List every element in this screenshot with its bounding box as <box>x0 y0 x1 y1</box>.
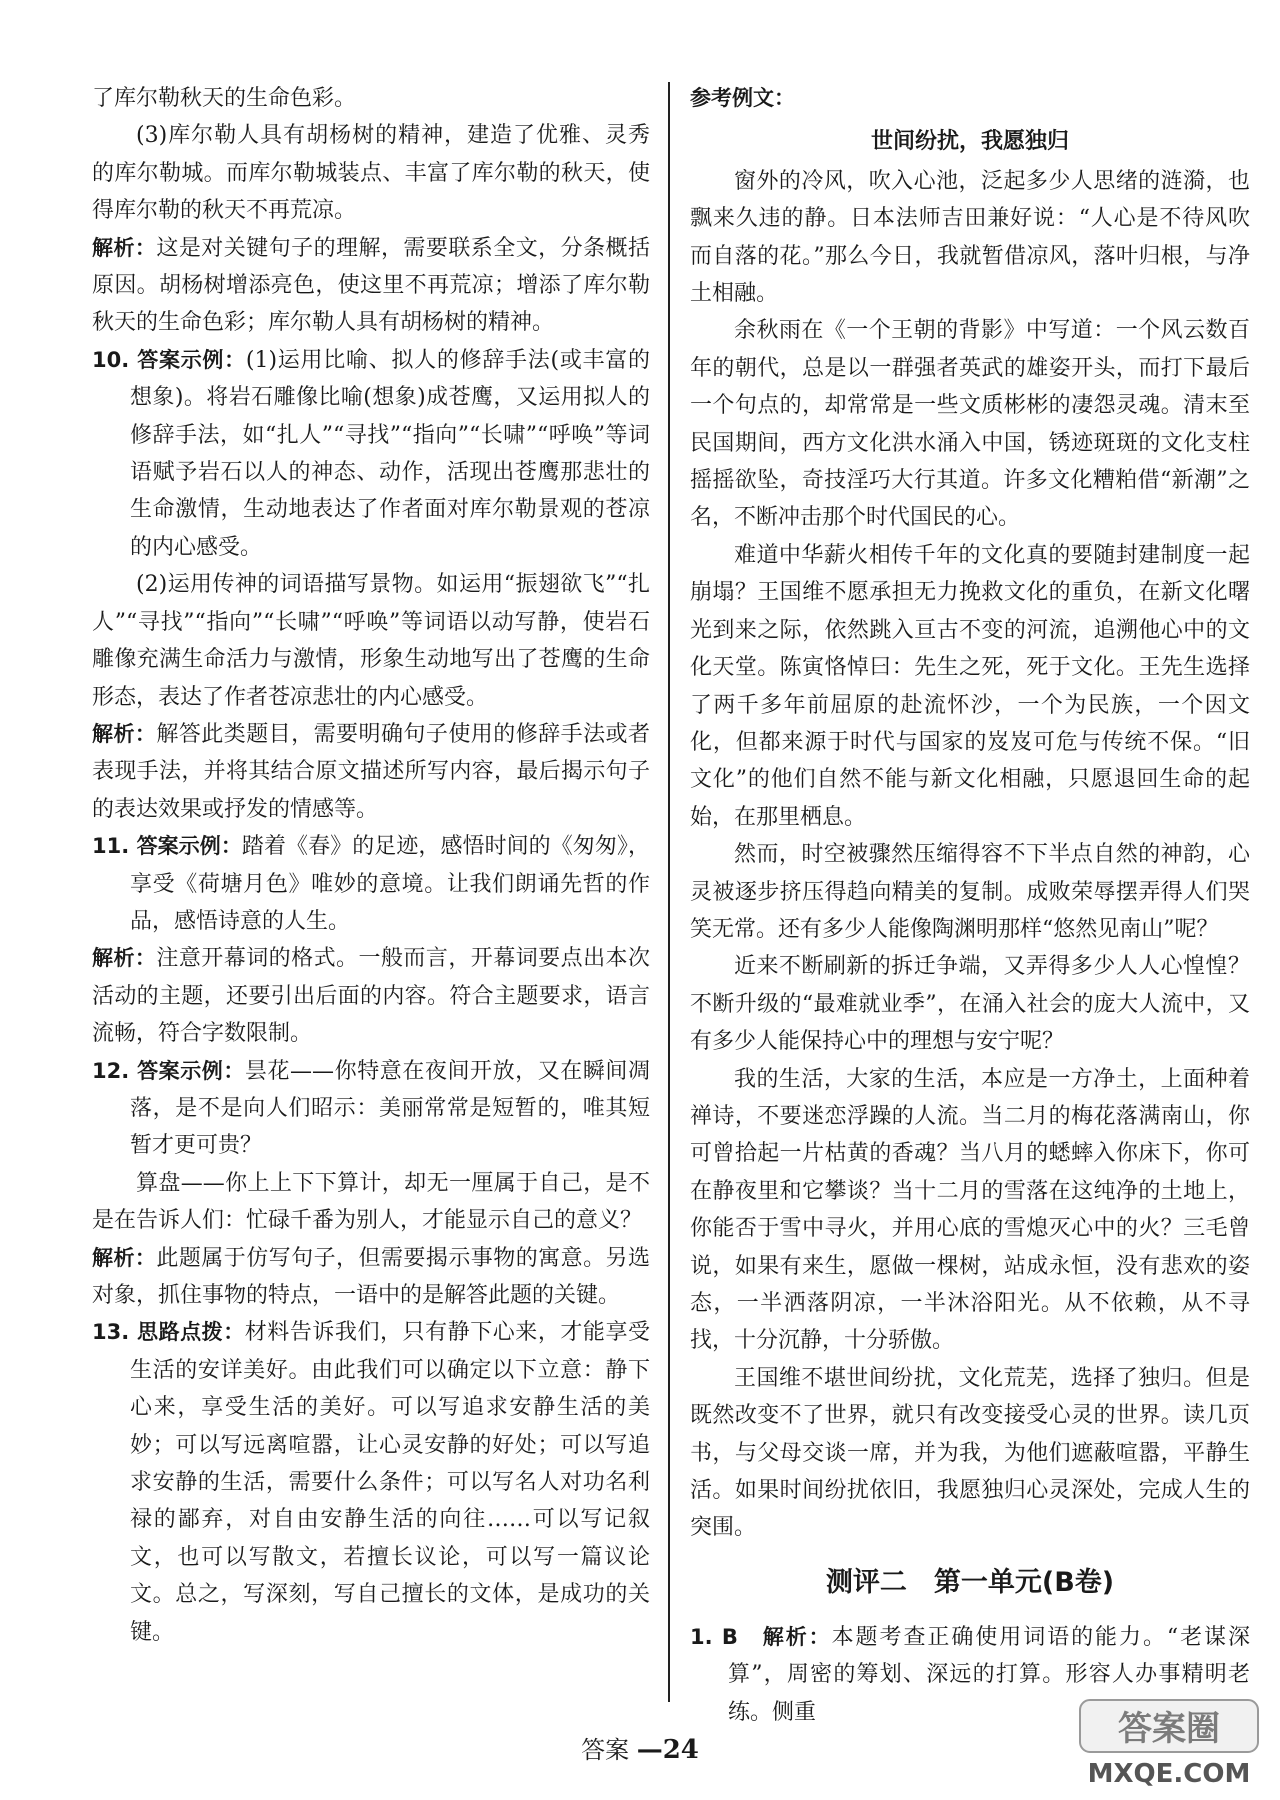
answer-label: 解析： <box>92 721 157 746</box>
left-paragraph-11 <box>92 1314 650 1651</box>
paragraph-text: 材料告诉我们，只有静下心来，才能享受生活的安详美好。由此我们可以确定以下立意：静下心来，享受生活的美好。可以写追求安静生活的美妙；可以写远离喧嚣，让心灵安静的好处；可以写追求安静的生活，需要什么条件；可以写名人对功名利禄的鄙弃，对自由安静生活的向往……可以写记叙文，也可以写散文，若擅长议论，可以写一篇议论文。总之，写深刻，写自己擅长的文体，是成功的关键。 <box>130 1320 650 1645</box>
left-paragraph-3 <box>92 342 650 566</box>
paragraph-text: 踏着《春》的足迹，感悟时间的《匆匆》，享受《荷塘月色》唯妙的意境。让我们朗诵先哲的作品，感悟诗意的人生。 <box>130 834 650 934</box>
right-paragraph-6 <box>690 948 1250 1060</box>
watermark-logo <box>1078 1696 1260 1788</box>
paragraph-text: 本题考查正确使用词语的能力。“老谋深算”，周密的筹划、深远的打算。形容人办事精明老练。侧重 <box>728 1624 1250 1725</box>
paragraph-text: 测评二 第一单元(B卷) <box>825 1566 1115 1598</box>
left-column <box>92 80 650 1651</box>
answer-label: 11. 答案示例： <box>92 834 242 859</box>
paragraph-text: 注意开幕词的格式。一般而言，开幕词要点出本次活动的主题，还要引出后面的内容。符合主题要求，语言流畅，符合字数限制。 <box>92 946 650 1047</box>
answer-label: 解析： <box>92 235 157 260</box>
right-paragraph-3 <box>690 312 1250 536</box>
footer-label: 答案 <box>581 1736 630 1764</box>
right-paragraph-2 <box>690 163 1250 313</box>
paragraph-text: 解答此类题目，需要明确句子使用的修辞手法或者表现手法，并将其结合原文描述所写内容，最后揭示句子的表达效果或抒发的情感等。 <box>92 721 650 822</box>
paragraph-text: 然而，时空被骤然压缩得容不下半点自然的神韵，心灵被逐步挤压得趋向精美的复制。成败荣辱摆弄得人们哭笑无常。还有多少人能像陶渊明那样“悠然见南山”呢？ <box>690 842 1250 942</box>
answer-label: 解析： <box>92 946 157 971</box>
paragraph-text: 我的生活，大家的生活，本应是一方净土，上面种着禅诗，不要迷恋浮躁的人流。当二月的梅花落满南山，你可曾拾起一片枯黄的香魂？当八月的蟋蟀入你床下，你可在静夜里和它攀谈？当十二月的雪落在这纯净的土地上，你能否于雪中寻火，并用心底的雪熄灭心中的火？三毛曾说，如果有来生，愿做一棵树，站成永恒，没有悲欢的姿态，一半洒落阴凉，一半沐浴阳光。从不依赖，从不寻找，十分沉静，十分骄傲。 <box>690 1066 1250 1354</box>
watermark-top: 答案圈 <box>1118 1709 1220 1749</box>
left-paragraph-4 <box>92 566 650 716</box>
right-paragraph-9 <box>690 1563 1250 1603</box>
left-paragraph-1 <box>92 117 650 229</box>
paragraph-text: 世间纷扰，我愿独归 <box>870 129 1069 155</box>
right-paragraph-8 <box>690 1360 1250 1547</box>
right-paragraph-1 <box>690 123 1250 160</box>
answer-label: 10. 答案示例： <box>92 347 246 372</box>
answer-label: 13. 思路点拨： <box>92 1320 245 1345</box>
right-paragraph-7 <box>690 1061 1250 1360</box>
paragraph-text: 此题属于仿写句子，但需要揭示事物的寓意。另选对象，抓住事物的特点，一语中的是解答此题的关键。 <box>92 1245 650 1308</box>
left-paragraph-5 <box>92 716 650 828</box>
right-column <box>690 80 1250 1731</box>
paragraph-text: 余秋雨在《一个王朝的背影》中写道：一个风云数百年的朝代，总是以一群强者英武的雄姿开头，而打下最后一个句点的，却常常是一些文质彬彬的凄怨灵魂。清末至民国期间，西方文化洪水涌入中国，锈迹斑斑的文化支柱摇摇欲坠，奇技淫巧大行其道。许多文化糟粕借“新潮”之名，不断冲击那个时代国民的心。 <box>690 318 1250 531</box>
answer-label: 1. B 解析： <box>690 1624 832 1649</box>
paragraph-text: 难道中华薪火相传千年的文化真的要随封建制度一起崩塌？王国维不愿承担无力挽救文化的重负，在新文化曙光到来之际，依然跳入亘古不变的河流，追溯他心中的文化天堂。陈寅恪悼曰：先生之死，死于文化。王先生选择了两千多年前屈原的赴流怀沙，一个为民族，一个因文化，但都来源于时代与国家的岌岌可危与传统不保。“旧文化”的他们自然不能与新文化相融，只愿退回生命的起始，在那里栖息。 <box>690 542 1250 830</box>
paragraph-text: 王国维不堪世间纷扰，文化荒芜，选择了独归。但是既然改变不了世界，就只有改变接受心灵的世界。读几页书，与父母交谈一席，并为我，为他们遮蔽喧嚣，平静生活。如果时间纷扰依旧，我愿独归心灵深处，完成人生的突围。 <box>690 1365 1250 1541</box>
right-paragraph-5 <box>690 836 1250 948</box>
paragraph-text: 了库尔勒秋天的生命色彩。 <box>92 86 357 111</box>
paragraph-text: 近来不断刷新的拆迁争端，又弄得多少人人心惶惶？不断升级的“最难就业季”，在涌入社会的庞大人流中，又有多少人能保持心中的理想与安宁呢？ <box>690 954 1250 1055</box>
left-paragraph-6 <box>92 828 650 940</box>
right-paragraph-0 <box>690 80 1250 117</box>
page-number: —24 <box>636 1735 699 1765</box>
answer-label: 解析： <box>92 1245 157 1270</box>
paragraph-text: (2)运用传神的词语描写景物。如运用“振翅欲飞”“扎人”“寻找”“指向”“长啸”“呼唤”等词语以动写静，使岩石雕像充满生命活力与激情，形象生动地写出了苍鹰的生命形态，表达了作者苍凉悲壮的内心感受。 <box>92 572 650 710</box>
left-paragraph-10 <box>92 1240 650 1315</box>
paragraph-text: 算盘——你上上下下算计，却无一厘属于自己，是不是在告诉人们：忙碌千番为别人，才能显示自己的意义？ <box>92 1170 650 1234</box>
paragraph-text: (1)运用比喻、拟人的修辞手法(或丰富的想象)。将岩石雕像比喻(想象)成苍鹰，又运用拟人的修辞手法，如“扎人”“寻找”“指向”“长啸”“呼唤”等词语赋予岩石以人的神态、动作，活现出苍鹰那悲壮的生命激情，生动地表达了作者面对库尔勒景观的苍凉的内心感受。 <box>130 347 651 560</box>
paragraph-text: (3)库尔勒人具有胡杨树的精神，建造了优雅、灵秀的库尔勒城。而库尔勒城装点、丰富了库尔勒的秋天，使得库尔勒的秋天不再荒凉。 <box>92 123 650 224</box>
right-paragraph-4 <box>690 537 1250 836</box>
left-paragraph-0 <box>92 80 650 117</box>
watermark-bottom: MXQE.COM <box>1087 1759 1251 1788</box>
left-paragraph-8 <box>92 1053 650 1165</box>
paragraph-text: 窗外的冷风，吹入心池，泛起多少人思绪的涟漪，也飘来久违的静。日本法师吉田兼好说：“人心是不待风吹而自落的花。”那么今日，我就暂借凉风，落叶归根，与净土相融。 <box>690 168 1250 307</box>
paragraph-text: 昙花——你特意在夜间开放，又在瞬间凋落，是不是向人们昭示：美丽常常是短暂的，唯其短暂才更可贵？ <box>130 1058 650 1159</box>
answer-label: 参考例文： <box>690 86 795 110</box>
answer-label: 12. 答案示例： <box>92 1058 245 1083</box>
column-divider <box>668 82 670 1702</box>
left-paragraph-9 <box>92 1165 650 1240</box>
left-paragraph-2 <box>92 230 650 342</box>
paragraph-text: 这是对关键句子的理解，需要联系全文，分条概括原因。胡杨树增添亮色，使这里不再荒凉；增添了库尔勒秋天的生命色彩；库尔勒人具有胡杨树的精神。 <box>92 235 650 336</box>
left-paragraph-7 <box>92 940 650 1052</box>
